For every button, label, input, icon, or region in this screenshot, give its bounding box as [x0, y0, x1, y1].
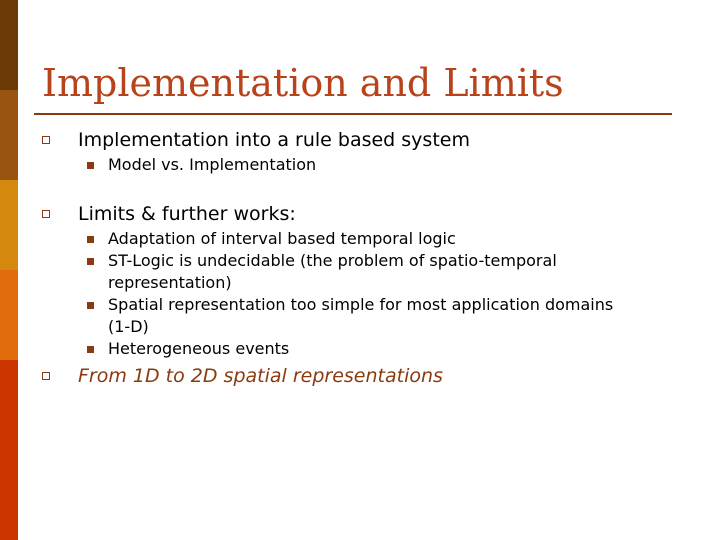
sub-bullet-spatial-representation-cont: (1-D)	[108, 317, 149, 336]
sidebar-band	[0, 360, 18, 540]
sidebar-decoration	[0, 0, 18, 540]
sidebar-band	[0, 180, 18, 270]
sub-bullet-st-logic: ST-Logic is undecidable (the problem of spatio-temporal	[108, 251, 557, 270]
solid-square-bullet-icon	[87, 236, 94, 243]
bullet-implementation: Implementation into a rule based system	[78, 129, 470, 151]
title-underline	[34, 113, 672, 115]
bullet-1d-to-2d: From 1D to 2D spatial representations	[78, 365, 443, 387]
sidebar-band	[0, 90, 18, 180]
solid-square-bullet-icon	[87, 302, 94, 309]
sidebar-band	[0, 270, 18, 360]
sidebar-band	[0, 0, 18, 90]
sub-bullet-spatial-representation: Spatial representation too simple for most application domains	[108, 295, 614, 314]
solid-square-bullet-icon	[87, 258, 94, 265]
sub-bullet-adaptation: Adaptation of interval based temporal logic	[108, 229, 456, 248]
solid-square-bullet-icon	[87, 162, 94, 169]
hollow-square-bullet-icon	[42, 372, 50, 380]
sub-bullet-st-logic-cont: representation)	[108, 273, 232, 292]
bullet-limits: Limits & further works:	[78, 203, 296, 225]
slide-title: Implementation and Limits	[42, 61, 564, 105]
sub-bullet-model-vs-implementation: Model vs. Implementation	[108, 155, 317, 174]
hollow-square-bullet-icon	[42, 136, 50, 144]
hollow-square-bullet-icon	[42, 210, 50, 218]
sub-bullet-heterogeneous-events: Heterogeneous events	[108, 339, 290, 358]
solid-square-bullet-icon	[87, 346, 94, 353]
